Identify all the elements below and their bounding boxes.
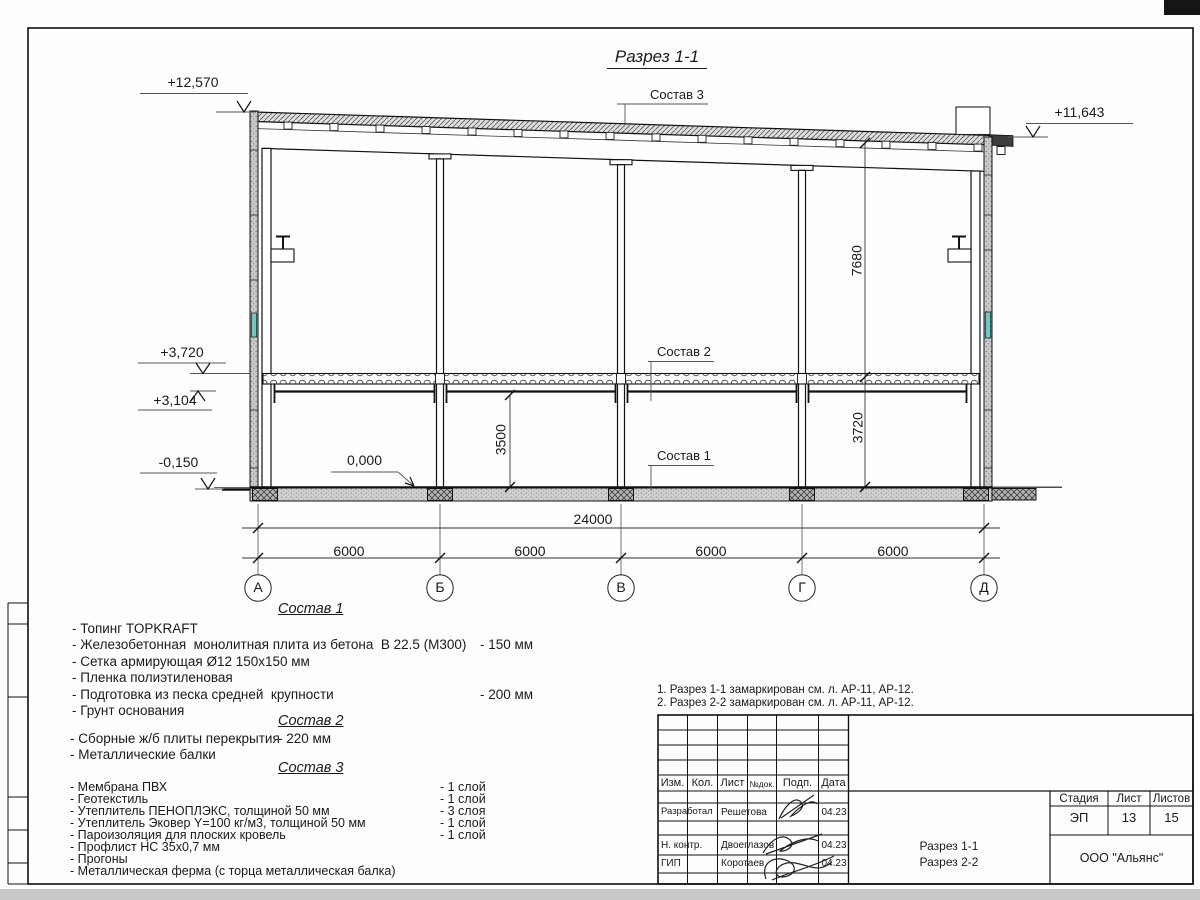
dim-bay-3: 6000: [695, 543, 727, 559]
item-text: - Топинг TOPKRAFT: [72, 621, 198, 636]
item-text: - Профлист НС 35х0,7 мм: [70, 840, 220, 854]
tb-company: ООО "Альянс": [1079, 851, 1164, 865]
tb-header-podp: Подп.: [782, 777, 813, 789]
note-line-1: 1. Разрез 1-1 замаркирован см. л. АР-11, АР-12.: [657, 684, 914, 696]
item-value: - 1 слой: [440, 816, 486, 830]
tb-date-ncontrol: 04.23: [821, 840, 847, 851]
dim-height-lower: 3500: [492, 424, 509, 456]
item-value: - 1 слой: [440, 828, 486, 842]
list-item: [70, 731, 610, 747]
tb-name-developer: Решетова: [721, 807, 767, 818]
tb-header-data: Дата: [821, 777, 846, 789]
axis-bubble-d: Д: [979, 579, 989, 595]
tb-header-list: Лист: [720, 777, 745, 789]
item-value: - 200 мм: [480, 686, 534, 702]
tb-header-izm: Изм.: [660, 777, 685, 789]
note-line-2: 2. Разрез 2-2 замаркирован см. л. АР-11, АР-12.: [657, 697, 914, 709]
item-text: - Прогоны: [70, 852, 128, 866]
item-text: - Геотекстиль: [70, 792, 149, 806]
item-text: - Пароизоляция для плоских кровель: [70, 828, 286, 842]
tb-sheets-label: Листов: [1152, 793, 1191, 805]
elevation-floor-zero: 0,000: [346, 452, 383, 468]
leader-label-sostav3: Состав 3: [650, 87, 704, 102]
item-value: - 220 мм: [278, 731, 332, 746]
leader-label-sostav2: Состав 2: [657, 344, 711, 359]
item-text: - Металлическая ферма (с торца металлическая балка): [70, 864, 396, 878]
axis-bubble-g: Г: [798, 579, 806, 595]
item-value: - 3 слоя: [440, 804, 486, 818]
tb-sheet-value: 13: [1121, 810, 1137, 825]
tb-stage-value: ЭП: [1069, 810, 1089, 825]
dim-height-upper: 7680: [848, 245, 865, 277]
sostav1-heading: Состав 1: [278, 601, 344, 617]
list-item: [70, 865, 610, 877]
elevation-slab-top: +3,720: [160, 344, 204, 360]
elevation-roof-right: +11,643: [1054, 104, 1105, 120]
sostav3-heading: Состав 3: [278, 760, 344, 776]
axis-bubble-v: В: [616, 579, 626, 595]
tb-header-kol: Кол.: [691, 777, 714, 789]
item-text: - Металлические балки: [70, 746, 216, 762]
tb-sheet-label: Лист: [1116, 793, 1142, 805]
list-item: [72, 654, 612, 670]
item-text: - Сетка армирующая Ø12 150х150 мм: [72, 653, 310, 669]
dim-height-mid: 3720: [849, 412, 866, 444]
tb-role-gip: ГИП: [661, 858, 681, 869]
item-text: - Пленка полиэтиленовая: [72, 670, 233, 686]
tb-name-ncontrol: Двоеглазов: [721, 840, 775, 851]
tb-date-developer: 04.23: [821, 807, 847, 818]
tb-doc-name-line2: Разрез 2-2: [919, 855, 979, 869]
elevation-roof-left: +12,570: [167, 74, 219, 90]
item-text: - Грунт основания: [72, 702, 185, 718]
tb-doc-name-line1: Разрез 1-1: [919, 839, 979, 853]
list-item: [70, 841, 610, 853]
list-item: [72, 637, 612, 653]
item-text: - Мембрана ПВХ: [70, 780, 168, 794]
dim-bay-1: 6000: [333, 543, 365, 559]
drawing-title: Разрез 1-1: [607, 48, 707, 69]
dim-total: 24000: [573, 511, 613, 527]
tb-header-ndoc: №док.: [749, 779, 775, 789]
list-item: [72, 687, 612, 703]
item-text: - Утеплитель ПЕНОПЛЭКС, толщиной 50 мм: [70, 804, 330, 818]
sostav1-list: [72, 621, 612, 719]
item-value: - 150 мм: [480, 637, 534, 653]
list-item: [72, 670, 612, 686]
leader-label-sostav1: Состав 1: [657, 448, 711, 463]
tb-stage-label: Стадия: [1059, 793, 1099, 805]
axis-bubble-a: А: [253, 579, 263, 595]
item-text: - Сборные ж/б плиты перекрытия: [70, 731, 280, 746]
dim-bay-2: 6000: [514, 543, 546, 559]
dim-bay-4: 6000: [877, 543, 909, 559]
item-value: - 1 слой: [440, 780, 486, 794]
tb-role-ncontrol: Н. контр.: [661, 840, 703, 851]
item-text: - Утеплитель Эковер Y=100 кг/м3, толщиной 50 мм: [70, 816, 366, 830]
tb-sheets-value: 15: [1164, 810, 1179, 825]
tb-role-developer: Разработал: [661, 806, 713, 817]
list-item: [72, 621, 612, 637]
sostav2-heading: Состав 2: [278, 713, 344, 729]
tb-date-gip: 04.23: [821, 858, 847, 869]
sostav3-list: [70, 781, 610, 877]
list-item: [70, 781, 610, 793]
item-text: - Подготовка из песка средней крупности: [72, 686, 334, 702]
elevation-ground: -0,150: [158, 454, 199, 470]
axis-bubble-b: Б: [435, 579, 445, 595]
elevation-beam-bottom: +3,104: [153, 392, 197, 408]
item-value: - 1 слой: [440, 792, 486, 806]
sostav2-list: [70, 731, 610, 762]
tb-name-gip: Коротаев: [721, 858, 765, 869]
item-text: - Железобетонная монолитная плита из бетона В 22.5 (М300): [72, 637, 467, 653]
